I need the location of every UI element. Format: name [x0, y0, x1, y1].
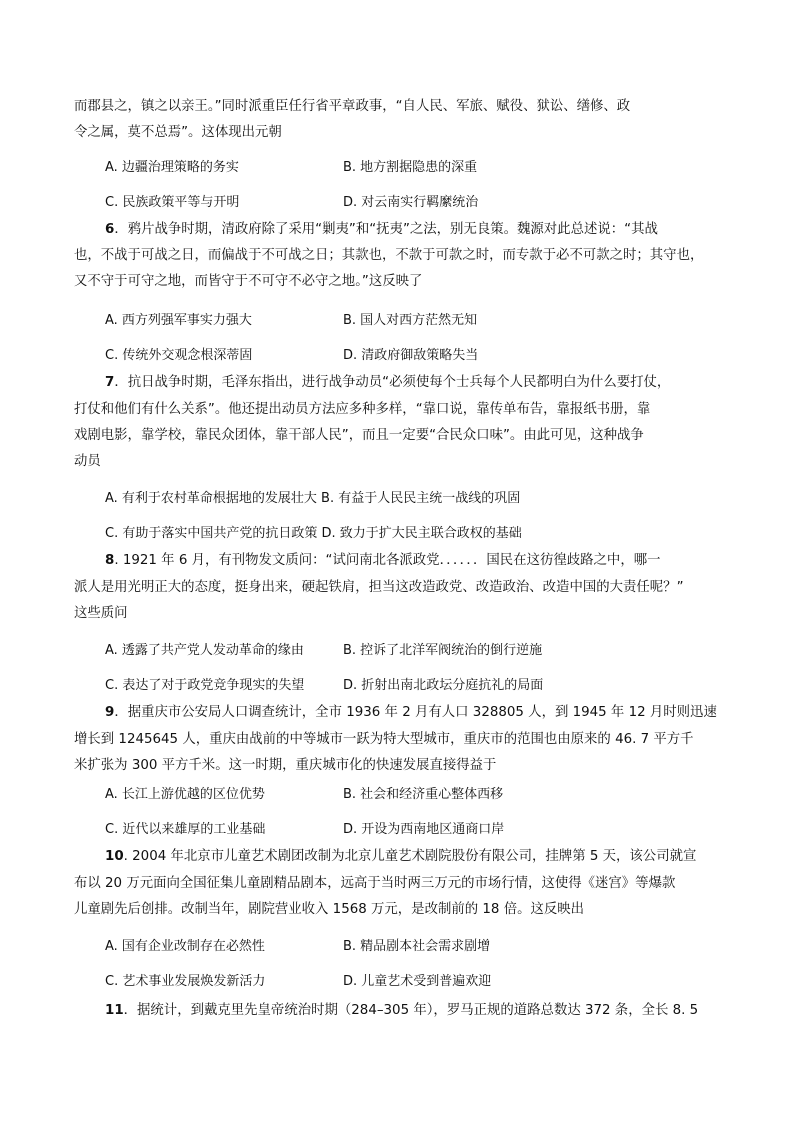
q9-line-1-text: ．据重庆市公安局人口调查统计，全市 1936 年 2 月有人口 328805 人，到 1945 年 12 月时则迅速 [114, 705, 717, 720]
q5-option-d: D. 对云南实行羁縻统治 [343, 195, 479, 210]
q9-option-d: D. 开设为西南地区通商口岸 [343, 822, 505, 837]
q5-text-line-2: 令之属，莫不总焉”。这体现出元朝 [74, 125, 282, 140]
q7-option-ab: A. 有利于农村革命根据地的发展壮大 B. 有益于人民民主统一战线的巩固 [105, 491, 521, 506]
q9-text-line-2: 增长到 1245645 人，重庆由战前的中等城市一跃为特大型城市，重庆市的范围也由原来的 46. 7 平方千 [74, 732, 694, 747]
q6-option-d: D. 清政府御敌策略失当 [343, 348, 479, 363]
q7-text-line-4: 动员 [74, 454, 101, 469]
q9-option-b: B. 社会和经济重心整体西移 [343, 787, 504, 802]
q7-line-1-text: ．抗日战争时期，毛泽东指出，进行战争动员“必须使每个士兵每个人民都明白为什么要打仗， [114, 375, 671, 390]
q7-text-line-2: 打仗和他们有什么关系”。他还提出动员方法应多种多样，“靠口说，靠传单布告，靠报纸书册，靠 [74, 402, 651, 417]
q5-option-a: A. 边疆治理策略的务实 [105, 160, 239, 175]
q10-text-line-1 [105, 847, 765, 867]
q10-option-d: D. 儿童艺术受到普遍欢迎 [343, 974, 492, 989]
q7-text-line-1 [105, 373, 765, 393]
q6-text-line-3: 又不守于可守之地，而皆守于不可守不必守之地。”这反映了 [74, 274, 423, 289]
q8-text-line-2: 派人是用光明正大的态度，挺身出来，硬起铁肩，担当这改造政党、改造政治、改造中国的大责任呢？” [74, 580, 684, 595]
q6-option-a: A. 西方列强军事实力强大 [105, 313, 252, 328]
q5-option-b: B. 地方割据隐患的深重 [343, 160, 478, 175]
q6-text-line-1 [105, 220, 765, 240]
q8-option-d: D. 折射出南北政坛分庭抗礼的局面 [343, 678, 544, 693]
q8-option-b: B. 控诉了北洋军阀统治的倒行逆施 [343, 643, 543, 658]
q10-option-a: A. 国有企业改制存在必然性 [105, 939, 265, 954]
q9-text-line-1 [105, 703, 765, 723]
q9-text-line-3: 米扩张为 300 平方千米。这一时期，重庆城市化的快速发展直接得益于 [74, 758, 497, 773]
q6-number: 6 [105, 222, 115, 237]
q8-text-line-3: 这些质问 [74, 606, 128, 621]
q7-option-cd: C. 有助于落实中国共产党的抗日政策 D. 致力于扩大民主联合政权的基础 [105, 526, 522, 541]
q6-text-line-2: 也，不战于可战之日，而偏战于不可战之日；其款也，不款于可款之时，而专款于必不可款之时；其守也， [74, 248, 704, 263]
q8-option-a: A. 透露了共产党人发动革命的缘由 [105, 643, 304, 658]
q10-option-c: C. 艺术事业发展焕发新活力 [105, 974, 266, 989]
q8-number: 8 [105, 553, 115, 568]
q6-option-b: B. 国人对西方茫然无知 [343, 313, 478, 328]
q10-line-1-text: . 2004 年北京市儿童艺术剧团改制为北京儿童艺术剧院股份有限公司，挂牌第 5 天，该公司就宣 [123, 849, 697, 864]
q11-number: 11 [105, 1003, 124, 1018]
q9-option-c: C. 近代以来雄厚的工业基础 [105, 822, 266, 837]
q7-text-line-3: 戏剧电影，靠学校，靠民众团体，靠干部人民”，而且一定要“合民众口味”。由此可见，这种战争 [74, 428, 644, 443]
q5-text-line-1: 而郡县之，镇之以亲王。”同时派重臣任行省平章政事，“自人民、军旅、赋役、狱讼、缮修、政 [74, 99, 631, 114]
q8-text-line-1 [105, 551, 765, 571]
q6-option-c: C. 传统外交观念根深蒂固 [105, 348, 253, 363]
q9-option-a: A. 长江上游优越的区位优势 [105, 787, 265, 802]
q10-text-line-2: 布以 20 万元面向全国征集儿童剧精品剧本，远高于当时两三万元的市场行情，这使得《迷宫》等爆款 [74, 876, 676, 891]
q8-option-c: C. 表达了对于政党竞争现实的失望 [105, 678, 305, 693]
q10-option-b: B. 精品剧本社会需求剧增 [343, 939, 491, 954]
q10-number: 10 [105, 849, 124, 864]
q7-number: 7 [105, 375, 115, 390]
q11-line-1-text: ．据统计，到戴克里先皇帝统治时期（284–305 年），罗马正规的道路总数达 372 条，全长 8. 5 [123, 1003, 699, 1018]
q8-line-1-text: . 1921 年 6 月，有刊物发文质问：“试问南北各派政党．．．．．．国民在这彷徨歧路之中，哪一 [114, 553, 661, 568]
q10-text-line-3: 儿童剧先后创排。改制当年，剧院营业收入 1568 万元，是改制前的 18 倍。这反映出 [74, 902, 585, 917]
q6-line-1-text: ．鸦片战争时期，清政府除了采用“剿夷”和“抚夷”之法，别无良策。魏源对此总述说：“其战 [114, 222, 658, 237]
q5-option-c: C. 民族政策平等与开明 [105, 195, 240, 210]
q11-text-line-1 [105, 1001, 765, 1021]
q9-number: 9 [105, 705, 115, 720]
